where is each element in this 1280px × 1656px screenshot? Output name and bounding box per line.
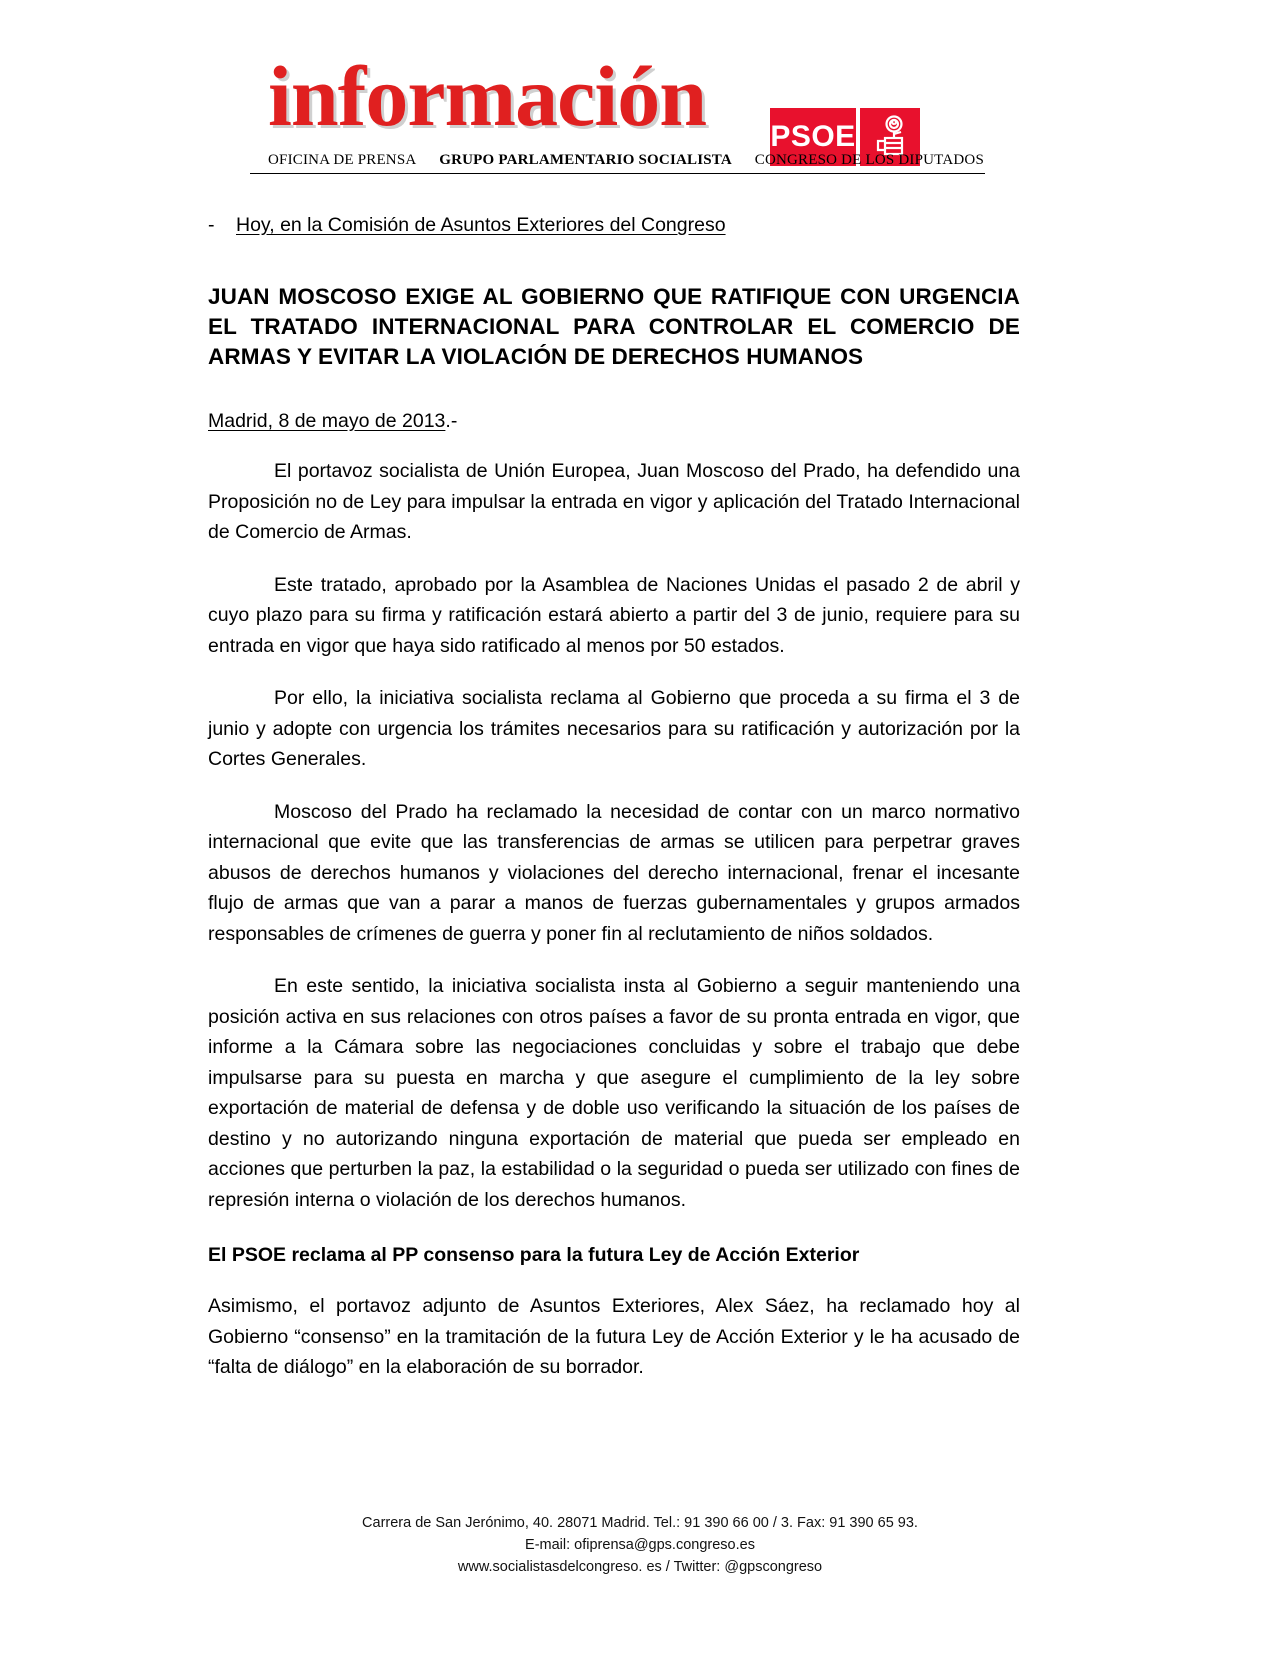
body-paragraph: El portavoz socialista de Unión Europea, Juan Moscoso del Prado, ha defendido una Proposición no de Ley para impulsar la entrada en vigor y aplicación del Tratado Internacional de Comercio de Armas. — [208, 460, 1020, 543]
kicker-text: Hoy, en la Comisión de Asuntos Exteriores del Congreso — [236, 214, 726, 236]
body-paragraph: En este sentido, la iniciativa socialista insta al Gobierno a seguir manteniendo una posición activa en sus relaciones con otros países a favor de su pronta entrada en vigor, que informe a la Cámara sobre las negociaciones concluidas y sobre el trabajo que debe impulsarse para su puesta en marcha y que asegure el cumplimiento de la ley sobre exportación de material de defensa y de doble uso verificando la situación de los países de destino y no autorizando ninguna exportación de material que pueda ser empleado en acciones que perturben la paz, la estabilidad o la seguridad o pueda ser utilizado con fines de represión interna o violación de los derechos humanos. — [208, 975, 1020, 1211]
document-body — [208, 212, 1020, 1405]
body-paragraph: Este tratado, aprobado por la Asamblea de Naciones Unidas el pasado 2 de abril y cuyo plazo para su firma y ratificación estará abierto a partir del 3 de junio, requiere para su entrada en vigor que haya sido ratificado al menos por 50 estados. — [208, 573, 1020, 657]
closing-paragraph: Asimismo, el portavoz adjunto de Asuntos Exteriores, Alex Sáez, ha reclamado hoy al Gobierno “consenso” en la tramitación de la futura Ley de Acción Exterior y le ha acusado de “falta de diálogo” en la elaboración de su borrador. — [208, 1295, 1020, 1378]
header-congress-label: CONGRESO DE LOS DIPUTADOS — [754, 152, 984, 168]
footer-address: Carrera de San Jerónimo, 40. 28071 Madrid. Tel.: 91 390 66 00 / 3. Fax: 91 390 65 93. — [362, 1515, 918, 1531]
dateline-place-date: Madrid, 8 de mayo de 2013 — [208, 410, 446, 432]
informacion-logo — [268, 48, 738, 160]
header-divider — [250, 173, 985, 174]
body-paragraph: Por ello, la iniciativa socialista reclama al Gobierno que proceda a su firma el 3 de junio y adopte con urgencia los trámites necesarios para su ratificación y autorización por la Cortes Generales. — [208, 687, 1020, 770]
kicker-dash: - — [208, 214, 215, 236]
document-footer — [0, 1512, 1280, 1578]
page-title: JUAN MOSCOSO EXIGE AL GOBIERNO QUE RATIFIQUE CON URGENCIA EL TRATADO INTERNACIONAL PARA CONTROLAR EL COMERCIO DE ARMAS Y EVITAR LA VIOLACIÓN DE DERECHOS HUMANOS — [208, 284, 1020, 369]
footer-email: E-mail: ofiprensa@gps.congreso.es — [525, 1537, 755, 1553]
footer-web-twitter: www.socialistasdelcongreso. es / Twitter: @gpscongreso — [457, 1559, 823, 1575]
dateline-suffix: .- — [445, 410, 458, 432]
header-office-label: OFICINA DE PRENSA — [268, 152, 417, 168]
kicker-line — [208, 212, 1020, 238]
informacion-logo-text: información — [268, 48, 707, 144]
section-subheading: El PSOE reclama al PP consenso para la futura Ley de Acción Exterior — [208, 1244, 860, 1266]
psoe-logo-text: PSOE — [770, 108, 856, 166]
dateline — [208, 408, 1020, 434]
body-paragraph: Moscoso del Prado ha reclamado la necesidad de contar con un marco normativo internacional que evite que las transferencias de armas se utilicen para perpetrar graves abusos de derechos humanos y violaciones del derecho internacional, frenar el incesante flujo de armas que van a parar a manos de fuerzas gubernamentales y grupos armados responsables de crímenes de guerra y poner fin al reclutamiento de niños soldados. — [208, 800, 1020, 945]
header-subtitle-row — [0, 152, 1280, 174]
header-group-label: GRUPO PARLAMENTARIO SOCIALISTA — [439, 152, 732, 168]
